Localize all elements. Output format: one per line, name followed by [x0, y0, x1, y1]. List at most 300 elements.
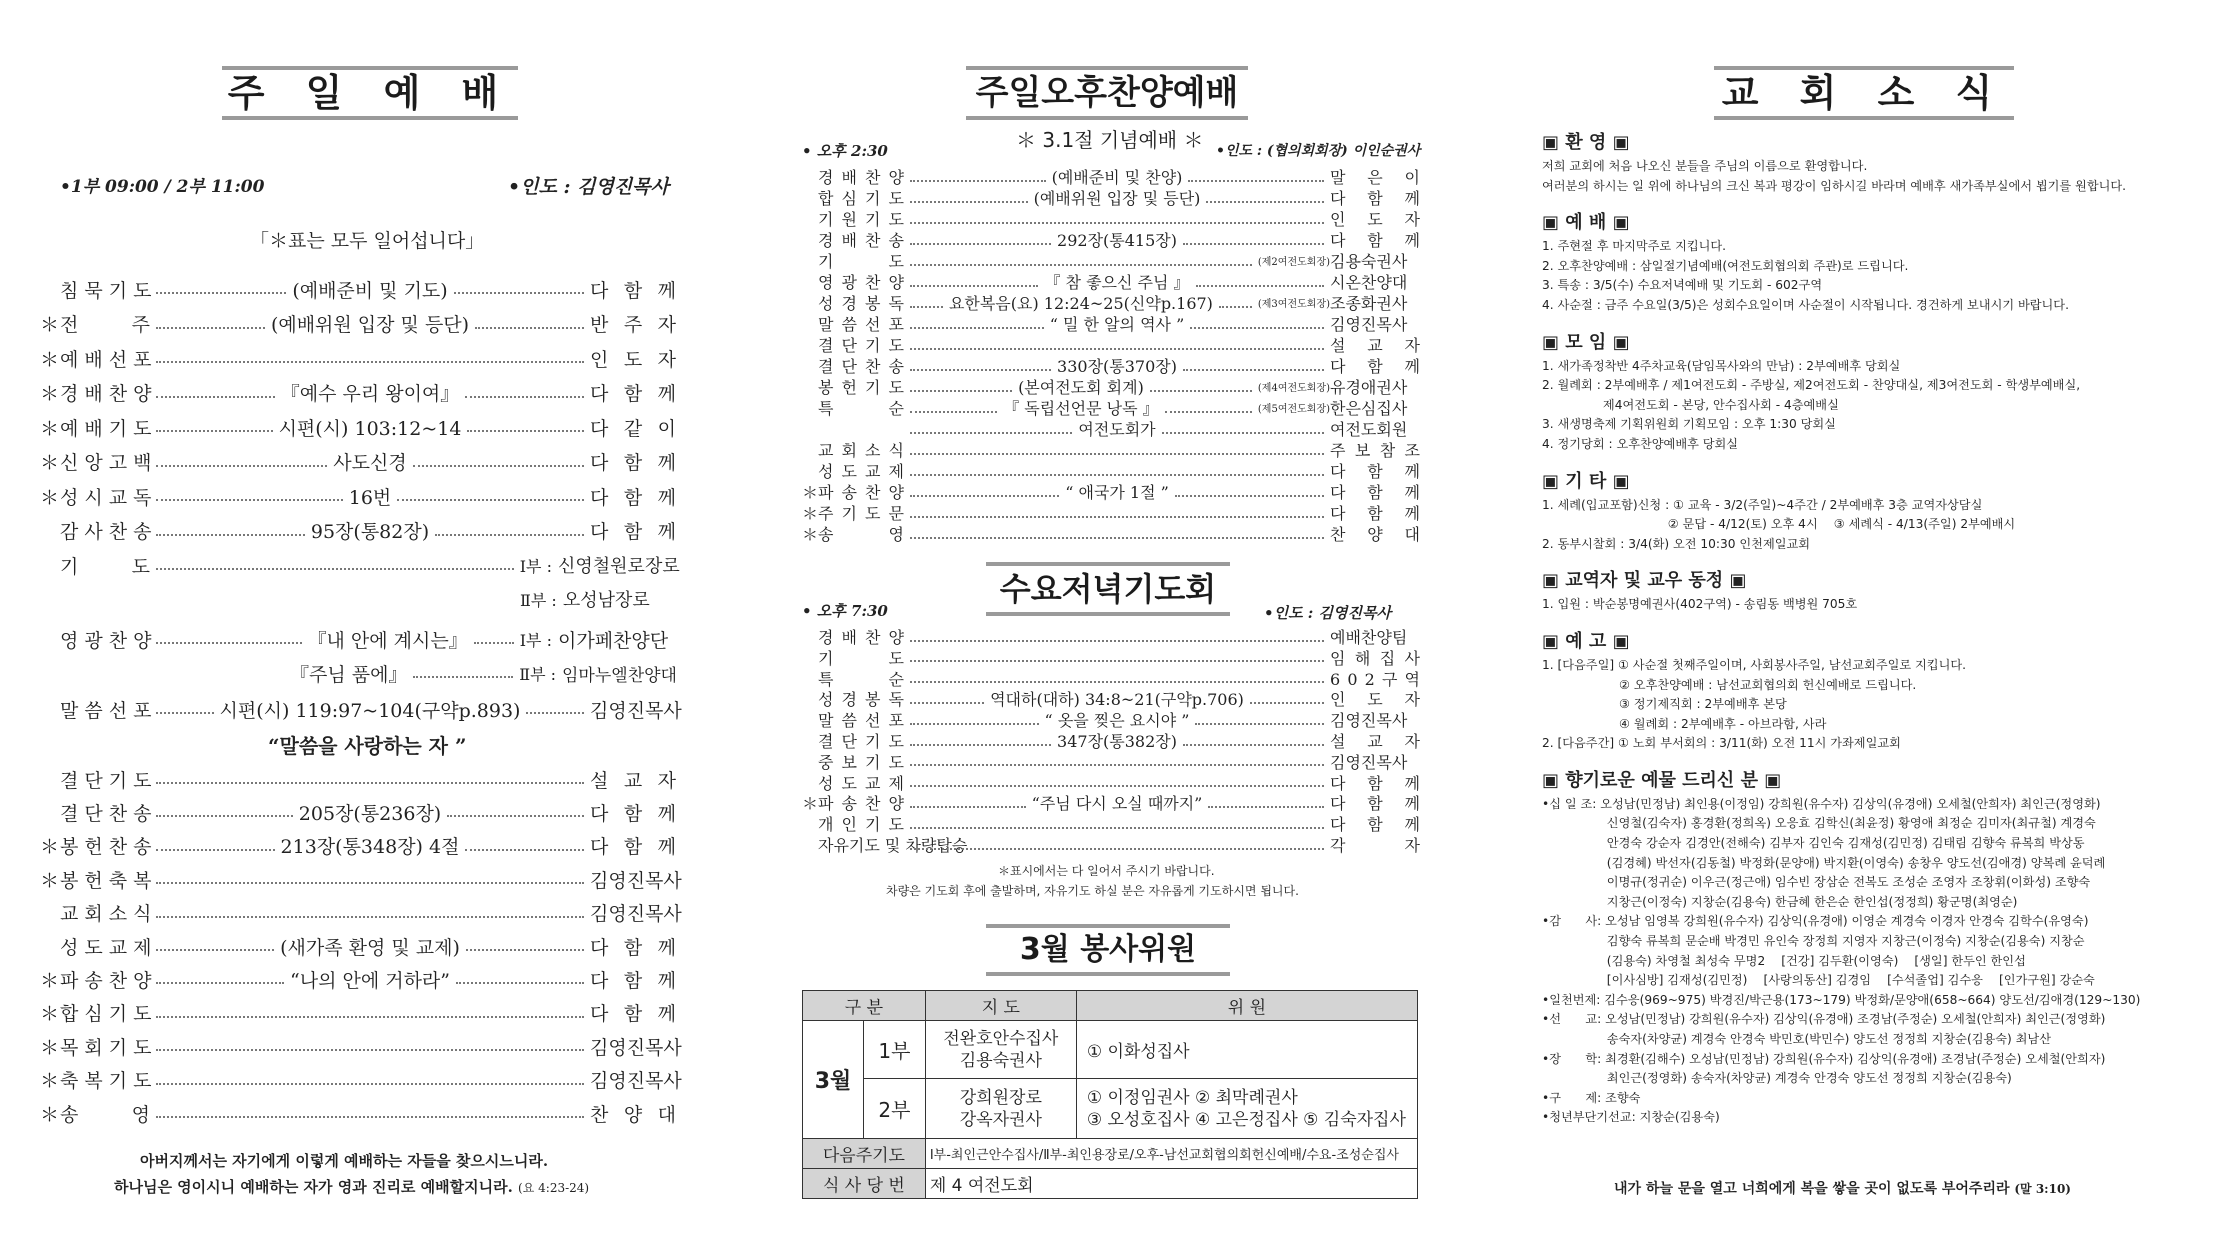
- leader-dots: [910, 285, 1038, 287]
- leader-dots: [910, 764, 1324, 766]
- order-person: 시온찬양대: [1330, 273, 1408, 292]
- order-detail: 요한복음(요) 12:24~25(신약p.167): [948, 294, 1213, 313]
- order-row: [802, 439, 1420, 460]
- order-person: 각 자: [1330, 836, 1420, 855]
- order-detail: (예배위원 입장 및 등단): [270, 314, 470, 336]
- leader-dots: [413, 465, 584, 467]
- leader-dots: [1183, 369, 1324, 371]
- order-name: 결 단 기 도: [60, 769, 152, 792]
- leader-dots: [156, 1116, 584, 1118]
- leader-dots: [910, 723, 1039, 725]
- order-row: [802, 334, 1420, 355]
- leader-dots: [156, 1083, 584, 1085]
- leader-dots: [910, 390, 1012, 392]
- order-row: [802, 187, 1420, 208]
- notice-line: 2. [다음주간] ① 노회 부서회의 : 3/11(화) 오전 11시 가좌제일교회: [1542, 736, 1901, 751]
- order-row: [40, 274, 676, 304]
- leader-dots: [910, 827, 1324, 829]
- leader-dots: [910, 660, 1324, 662]
- order-row: [40, 516, 676, 546]
- order-row: [802, 626, 1420, 647]
- order-name: 경 배 찬 양: [818, 168, 904, 187]
- order-row: [802, 481, 1420, 502]
- leader-dots: [156, 916, 584, 918]
- order-detail: “나의 안에 거하라”: [290, 969, 450, 992]
- order-detail: 『예수 우리 왕이여』: [280, 383, 460, 405]
- order-name: 말 씀 선 포: [818, 315, 904, 334]
- order-row: [802, 834, 1420, 855]
- order-person: 다 함 께: [590, 452, 677, 474]
- table-next-value: Ⅰ부-최인근안수집사/Ⅱ부-최인용장로/오후-남선교회협의회헌신예배/수요-조성순집사: [925, 1139, 1417, 1169]
- leader-dots: [1219, 306, 1252, 308]
- leader-dots: [447, 815, 584, 817]
- order-person: 다 같 이: [590, 417, 676, 440]
- order-row: [802, 250, 1420, 271]
- leader-dots: [910, 411, 997, 413]
- stand-mark: ＊: [40, 1103, 60, 1126]
- order-name: 성 경 봉 독: [818, 690, 904, 710]
- stand-mark: ＊: [40, 486, 60, 509]
- order-person: 여전도회원: [1330, 420, 1408, 439]
- order-name: 말 씀 선 포: [60, 699, 152, 722]
- left-title-block: [222, 66, 518, 120]
- table-lead-2: 강희원장로 강옥자권사: [925, 1079, 1076, 1139]
- order-name: 특 순: [818, 669, 904, 689]
- order-person: 김용숙권사: [1330, 252, 1408, 271]
- stand-mark: ＊: [40, 969, 60, 992]
- order-person: 유경애권사: [1330, 378, 1408, 397]
- leader-dots: [910, 702, 984, 704]
- stand-mark: ＊: [802, 525, 819, 544]
- order-name: 성 시 교 독: [60, 486, 152, 509]
- order-person: 설 교 자: [1330, 336, 1420, 355]
- notice-line: 저희 교회에 처음 나오신 분들을 주님의 이름으로 환영합니다.: [1542, 159, 1868, 173]
- order-row: [40, 998, 676, 1028]
- leader-dots: [1250, 702, 1324, 704]
- order-detail: 사도신경: [333, 452, 407, 474]
- leader-dots: [910, 516, 1324, 518]
- order-person: 인 도 자: [1330, 210, 1420, 229]
- notice-heading: ▣ 기 타 ▣: [1542, 470, 1630, 492]
- leader-dots: [910, 848, 1324, 850]
- notice-line: 최인근(정영화) 송숙자(차양균) 계경숙 안경숙 양도선 정정희 지창순(김용숙): [1542, 1071, 2012, 1086]
- order-name: 기 도: [818, 252, 904, 271]
- order-name: 전 주: [60, 314, 150, 336]
- order-name: 예 배 기 도: [60, 417, 152, 440]
- leader-dots: [910, 640, 1324, 642]
- notice-line: 신영철(김숙자) 홍경환(정희옥) 오응효 김학신(최윤정) 황영애 최정순 김미자(최규철) 계경숙: [1542, 816, 2096, 831]
- order-name: 합 심 기 도: [818, 189, 904, 208]
- leader-dots: [156, 1016, 584, 1018]
- notice-line: 1. 입원 : 박순봉명예권사(402구역) - 송림동 백병원 705호: [1542, 597, 1858, 612]
- order-detail: 347장(통382장): [1057, 732, 1177, 751]
- order-row: [40, 447, 676, 477]
- notice-line: 2. 동부시찰회 : 3/4(화) 오전 10:30 인천제일교회: [1542, 536, 1811, 551]
- order-row: [802, 229, 1420, 250]
- order-name: 경 배 찬 양: [60, 383, 152, 405]
- leader-dots: [465, 849, 584, 851]
- order-person: 인 도 자: [1330, 690, 1420, 710]
- notice-line: •구 제: 조향숙: [1542, 1090, 1641, 1105]
- notice-line: 1. 새가족정착반 4주차교육(담임목사와의 만남) : 2부예배후 당회실: [1542, 358, 1901, 373]
- stand-mark: ＊: [40, 383, 60, 405]
- order-name: 교 회 소 식: [818, 441, 904, 460]
- table-members-2: [1076, 1079, 1417, 1139]
- order-name: 기 도: [818, 648, 904, 668]
- notice-line: 1. [다음주일] ① 사순절 첫째주일이며, 사회봉사주일, 남선교회주일로 지킵니다.: [1542, 657, 1966, 672]
- order-detail: 213장(통348장) 4절: [280, 836, 460, 859]
- order-name: 송 영: [60, 1103, 150, 1126]
- order-row: [40, 378, 676, 408]
- notice-line: 3. 특송 : 3/5(수) 수요저녁예배 및 기도회 - 602구역: [1542, 278, 1823, 293]
- order-row: [40, 931, 676, 961]
- leader-dots: [156, 949, 274, 951]
- table-next-label: 다음주기도: [803, 1139, 926, 1169]
- order-row: [802, 668, 1420, 689]
- middle-title: 주일오후찬양예배: [975, 73, 1239, 113]
- notice-line: 1. 주현절 후 마지막주로 지킵니다.: [1542, 239, 1727, 254]
- order-person: 다 함 께: [590, 279, 677, 302]
- order-person: 김영진목사: [590, 1070, 682, 1093]
- notice-line: •십 일 조: 오성남(민정남) 최인용(이정임) 강희원(유수자) 김상익(유경애) 오세철(안희자) 최인근(정영화): [1542, 796, 2101, 811]
- order-row: [802, 502, 1420, 523]
- order-person: 설 교 자: [590, 769, 676, 792]
- order-person: 다 함 께: [1330, 815, 1420, 835]
- right-verse: [1614, 1178, 2071, 1198]
- left-column: [0, 0, 720, 1240]
- notice-heading: ▣ 예 고 ▣: [1542, 630, 1630, 652]
- leader-dots: [156, 815, 293, 817]
- order-row: [802, 688, 1420, 709]
- notice-line: ② 오후찬양예배 : 남선교회협의회 헌신예배로 드립니다.: [1542, 677, 1917, 692]
- notice-line: 2. 오후찬양예배 : 삼일절기념예배(여전도회협의회 주관)로 드립니다.: [1542, 258, 1909, 273]
- order-detail: 16번: [348, 486, 392, 509]
- order-person: 다 함 께: [1330, 357, 1420, 376]
- notice-line: 여러분의 하시는 일 위에 하나님의 크신 복과 평강이 임하시길 바라며 예배후 새가족부실에서 뵙기를 원합니다.: [1542, 178, 2127, 193]
- notice-line: [이사심방] 김재성(김민정) [사랑의동산] 김경임 [수석졸업] 김수응 [인가구원] 강순숙: [1542, 973, 2095, 988]
- notice-line: •감 사: 오성남 임영복 강희원(유수자) 김상익(유경애) 이영순 계경숙 이경자 안경숙 김학수(유영숙): [1542, 914, 2089, 929]
- order-name: 파 송 찬 양: [818, 794, 904, 814]
- leader-dots: [910, 222, 1324, 224]
- praise-label-1: Ⅰ부 :: [519, 630, 552, 650]
- leader-dots: [1196, 285, 1324, 287]
- order-row: [802, 397, 1420, 418]
- notice-heading: ▣ 교역자 및 교우 동정 ▣: [1542, 570, 1747, 592]
- middle-note-2: 차량은 기도회 후에 출발하며, 자유기도 하실 분은 자유롭게 기도하시면 됩니다.: [886, 884, 1299, 898]
- order-row: [802, 166, 1420, 187]
- leader-dots: [1183, 744, 1324, 746]
- leader-dots: [156, 568, 514, 570]
- leader-dots: [156, 396, 275, 398]
- middle-note-1: ＊표시에서는 다 일어서 주시기 바랍니다.: [998, 864, 1215, 878]
- order-name: 기 원 기 도: [818, 210, 904, 229]
- leader-dots: [910, 453, 1324, 455]
- order-person: 주 보 참 조: [1330, 441, 1420, 460]
- notice-line: 안경숙 강순자 김경안(전해숙) 김부자 김인숙 김재성(김민정) 김태림 김향숙 류복희 박상동: [1542, 836, 2085, 851]
- order-person: 반 주 자: [590, 314, 677, 336]
- order-name: 주 기 도 문: [818, 504, 904, 523]
- middle-title-block: [966, 66, 1248, 120]
- left-leader: •인도 : 김영진목사: [508, 176, 669, 198]
- leader-dots: [910, 495, 1059, 497]
- order-name: 말 씀 선 포: [818, 711, 904, 731]
- order-name: 봉 헌 찬 송: [60, 836, 152, 859]
- stand-mark: ＊: [40, 836, 60, 859]
- stand-mark: ＊: [40, 417, 60, 440]
- left-title: 주 일 예 배: [227, 71, 513, 115]
- right-verse-ref: (말 3:10): [2014, 1182, 2071, 1196]
- order-row: [40, 797, 676, 827]
- notice-heading: ▣ 향기로운 예물 드리신 분 ▣: [1542, 769, 1782, 791]
- order-row: [40, 831, 676, 861]
- order-person: 김영진목사: [590, 699, 682, 722]
- order-name: 파 송 찬 양: [60, 969, 152, 992]
- right-verse-text: 내가 하늘 문을 열고 너희에게 복을 쌓을 곳이 없도록 부어주리라: [1614, 1181, 2010, 1197]
- leader-dots: [397, 499, 584, 501]
- order-note: (제5여전도회장): [1257, 404, 1331, 415]
- leader-dots: [1188, 180, 1324, 182]
- order-person: 조종화권사: [1330, 294, 1408, 313]
- order-name: 결 단 기 도: [818, 732, 904, 751]
- praise-group-2: 임마누엘찬양대: [562, 665, 677, 686]
- order-row: [802, 376, 1420, 397]
- leader-dots: [910, 474, 1324, 476]
- stand-mark: ＊: [40, 452, 60, 474]
- order-person: 다 함 께: [590, 936, 676, 959]
- order-person: 다 함 께: [1330, 483, 1420, 502]
- notice-line: 4. 정기당회 : 오후찬양예배후 당회실: [1542, 436, 1739, 451]
- order-row: [520, 584, 680, 614]
- middle-leader2: •인도 : 김영진목사: [1264, 604, 1391, 622]
- stand-mark: ＊: [40, 348, 60, 371]
- table-part-2: 2부: [864, 1079, 926, 1139]
- order-name: 예 배 선 포: [60, 348, 152, 371]
- notice-line: 3. 새생명축제 기획위원회 기획모임 : 오후 1:30 당회실: [1542, 417, 1836, 432]
- notice-line: (김용숙) 차영철 최성숙 무명2 [건강] 김두환(이영숙) [생일] 한두인 한인섭: [1542, 953, 2026, 968]
- order-person: 다 함 께: [1330, 231, 1420, 250]
- order-name: 성 도 교 제: [60, 936, 152, 959]
- order-person: 한은심집사: [1330, 399, 1408, 418]
- notice-line: 이명규(정귀순) 이우근(정근애) 임수빈 장삼순 전복도 조성순 조영자 조창휘(이화성) 조향숙: [1542, 875, 2091, 890]
- order-person: 다 함 께: [590, 802, 677, 825]
- praise-song-2: 『주님 품에』: [290, 663, 408, 686]
- order-name: 교 회 소 식: [60, 903, 152, 926]
- table-members-2b: ③ 오성호집사 ④ 고은정집사 ⑤ 김숙자집사: [1086, 1109, 1406, 1130]
- left-verse-2-text: 하나님은 영이시니 예배하는 자가 영과 진리로 예배할지니라.: [114, 1178, 513, 1196]
- leader-dots: [1175, 495, 1324, 497]
- middle-subtitle: ＊ 3.1절 기념예배 ＊: [1016, 128, 1204, 152]
- order-row: [802, 813, 1420, 834]
- order-row: [40, 412, 676, 442]
- order-person: 다 함 께: [590, 969, 677, 992]
- stand-mark: ＊: [40, 1036, 60, 1059]
- order-person: 6 0 2 구 역: [1330, 669, 1420, 689]
- order-name: 결 단 찬 송: [818, 357, 904, 376]
- order-name: 자유기도 및 차량탑승: [818, 836, 968, 855]
- middle-title3-block: [986, 924, 1230, 976]
- order-row: [802, 730, 1420, 751]
- notice-line: 지창근(이정숙) 지창순(김용숙) 한금혜 한은순 한인섭(정정희) 황군명(최영순): [1542, 894, 2018, 909]
- table-header-section: 구 분: [803, 991, 926, 1021]
- order-detail: 330장(통370장): [1057, 357, 1177, 376]
- order-person: 말 은 이: [1330, 168, 1421, 187]
- order-person: 예배찬양팀: [1330, 628, 1408, 647]
- praise-label-2: Ⅱ부 :: [519, 664, 556, 684]
- leader-dots: [454, 292, 584, 294]
- prayer-label-1: Ⅰ부 :: [519, 556, 552, 576]
- order-name: 결 단 기 도: [818, 336, 904, 355]
- notice-line: •청년부단기선교: 지창순(김용숙): [1542, 1110, 1720, 1125]
- order-name: 경 배 찬 송: [818, 231, 904, 250]
- order-row: [802, 792, 1420, 813]
- left-stand-note: 「＊표는 모두 일어섭니다」: [250, 230, 485, 252]
- order-note: (제3여전도회장): [1257, 299, 1330, 310]
- left-verse-ref: (요 4:23-24): [518, 1181, 590, 1195]
- order-detail: 『 참 좋으신 주님 』: [1044, 273, 1190, 292]
- notice-line: 송숙자(차양균) 계경숙 안경숙 박민호(박민수) 양도선 정정희 지창순(김용숙) 최남산: [1542, 1032, 2051, 1046]
- leader-dots: [156, 712, 214, 714]
- stand-mark: ＊: [40, 314, 60, 336]
- leader-dots: [156, 534, 305, 536]
- right-notices: [1542, 128, 2182, 1128]
- leader-dots: [526, 712, 584, 714]
- order-person: 인 도 자: [590, 348, 676, 371]
- prayer-label-2: Ⅱ부 :: [520, 590, 557, 610]
- right-title-block: [1714, 66, 2014, 120]
- order-name: 경 배 찬 양: [818, 628, 904, 647]
- order-person: 임 해 집 사: [1330, 648, 1420, 668]
- order-row: [40, 481, 676, 511]
- leader-dots: [1162, 432, 1324, 434]
- order-name: 축 복 기 도: [60, 1070, 152, 1093]
- leader-dots: [156, 1049, 584, 1051]
- leader-dots: [1183, 243, 1324, 245]
- order-name: 성 도 교 제: [818, 773, 904, 793]
- leader-dots: [910, 201, 1028, 203]
- order-detail: “ 옷을 찢은 요시야 ”: [1044, 711, 1190, 731]
- leader-dots: [456, 982, 584, 984]
- leader-dots: [910, 744, 1051, 746]
- leader-dots: [156, 499, 343, 501]
- notice-line: ② 문답 - 4/12(토) 오후 4시 ③ 세례식 - 4/13(주일) 2부예배시: [1542, 517, 2016, 532]
- leader-dots: [156, 327, 265, 329]
- leader-dots: [910, 806, 1026, 808]
- left-time: •1부 09:00 / 2부 11:00: [60, 177, 265, 197]
- notice-line: 2. 월례회 : 2부예배후 / 제1여전도회 - 주방실, 제2여전도회 - 찬양대실, 제3여전도회 - 학생부예배실,: [1542, 378, 2081, 393]
- order-row: [802, 523, 1420, 544]
- order-name: 영 광 찬 양: [818, 273, 904, 292]
- order-person: 김영진목사: [1330, 711, 1408, 731]
- leader-dots: [910, 537, 1324, 539]
- order-detail: 292장(통415장): [1057, 231, 1177, 250]
- notice-line: •장 학: 최경환(김해수) 오성남(민정남) 강희원(유수자) 김상익(유경애) 조경남(주정순) 오세철(안희자): [1542, 1051, 2106, 1066]
- order-row: [40, 1031, 682, 1061]
- table-header-members: 위 원: [1076, 991, 1417, 1021]
- notice-line: 김향숙 류복희 문순배 박경민 유인숙 장정희 지영자 지창근(이정숙) 지창순(김용숙) 지창순: [1542, 934, 2085, 949]
- order-name: 봉 헌 축 복: [60, 869, 152, 892]
- stand-mark: ＊: [40, 869, 60, 892]
- order-detail: (예배위원 입장 및 등단): [1033, 189, 1201, 208]
- notice-line: 제4여전도회 - 본당, 안수집사회 - 4층예배실: [1542, 397, 1839, 412]
- order-person: 설 교 자: [1330, 732, 1420, 751]
- order-row: [40, 624, 676, 654]
- notice-line: •선 교: 오성남(민정남) 강희원(유수자) 김상익(유경애) 조경남(주정순) 오세철(안희자) 최인근(정영화): [1542, 1012, 2106, 1027]
- table-lead-1: 전완호안수집사 김용숙권사: [925, 1021, 1076, 1079]
- leader-dots: [910, 785, 1324, 787]
- order-person: 찬 양 대: [590, 1103, 676, 1126]
- order-row: [802, 751, 1420, 772]
- order-row: [802, 208, 1420, 229]
- leader-dots: [413, 676, 513, 678]
- order-person: 다 함 께: [590, 486, 676, 509]
- leader-dots: [1150, 390, 1252, 392]
- praise-song-1: 『내 안에 계시는』: [307, 629, 468, 652]
- leader-dots: [156, 292, 286, 294]
- order-person: 김영진목사: [590, 903, 682, 926]
- leader-dots: [910, 306, 943, 308]
- order-row: [40, 694, 682, 724]
- order-name: 중 보 기 도: [818, 752, 904, 772]
- order-name: 결 단 찬 송: [60, 802, 152, 825]
- order-person: 다 함 께: [1330, 462, 1420, 481]
- leader-dots: [910, 369, 1051, 371]
- stand-mark: ＊: [40, 1070, 60, 1093]
- leader-dots: [910, 243, 1051, 245]
- notice-heading: ▣ 모 임 ▣: [1542, 331, 1630, 353]
- leader-dots: [910, 327, 1044, 329]
- middle-title3: 3월 봉사위원: [1019, 932, 1197, 967]
- left-verse-1: 아버지께서는 자기에게 이렇게 예배하는 자들을 찾으시느니라.: [140, 1152, 549, 1170]
- order-name: 목 회 기 도: [60, 1036, 152, 1059]
- leader-dots: [466, 949, 584, 951]
- order-person: 다 함 께: [1330, 773, 1420, 793]
- order-row: [802, 460, 1420, 481]
- order-person: 다 함 께: [590, 521, 676, 543]
- leader-dots: [474, 642, 514, 644]
- leader-dots: [1195, 723, 1324, 725]
- praise-group-1: 이가페찬양단: [558, 629, 669, 652]
- order-name: 봉 헌 기 도: [818, 378, 904, 397]
- leader-dots: [465, 396, 584, 398]
- notice-line: (김경혜) 박선자(김동철) 박정화(문양애) 박지환(이영숙) 송창우 양도선(김애경) 양복례 윤덕례: [1542, 855, 2106, 870]
- leader-dots: [475, 327, 584, 329]
- table-members-1: ① 이화성집사: [1076, 1021, 1417, 1079]
- order-person: 다 함 께: [590, 1003, 676, 1026]
- leader-dots: [910, 180, 1046, 182]
- order-person: 김영진목사: [1330, 315, 1408, 334]
- leader-dots: [467, 430, 584, 432]
- order-detail: “ 애국가 1절 ”: [1065, 483, 1169, 502]
- leader-dots: [1208, 806, 1324, 808]
- order-row: [802, 418, 1420, 439]
- order-person: 다 함 께: [1330, 794, 1421, 814]
- order-name: 감 사 찬 송: [60, 521, 152, 543]
- order-row: [40, 309, 676, 339]
- leader-dots: [1190, 327, 1324, 329]
- notice-line: ③ 정기제직회 : 2부예배후 본당: [1542, 697, 1787, 712]
- leader-dots: [156, 882, 584, 884]
- order-note: (제4여전도회장): [1257, 383, 1331, 394]
- order-note: (제2여전도회장): [1257, 257, 1330, 268]
- order-person: 다 함 께: [590, 383, 676, 405]
- middle-title2: 수요저녁기도회: [999, 570, 1217, 608]
- order-detail: (예배준비 및 찬양): [1051, 168, 1183, 187]
- right-column: [1540, 0, 2190, 1240]
- leader-dots: [156, 782, 584, 784]
- order-person: 김영진목사: [1330, 752, 1408, 772]
- notice-line: ④ 월례회 : 2부예배후 - 아브라함, 사라: [1542, 716, 1827, 731]
- order-person: 김영진목사: [590, 869, 682, 892]
